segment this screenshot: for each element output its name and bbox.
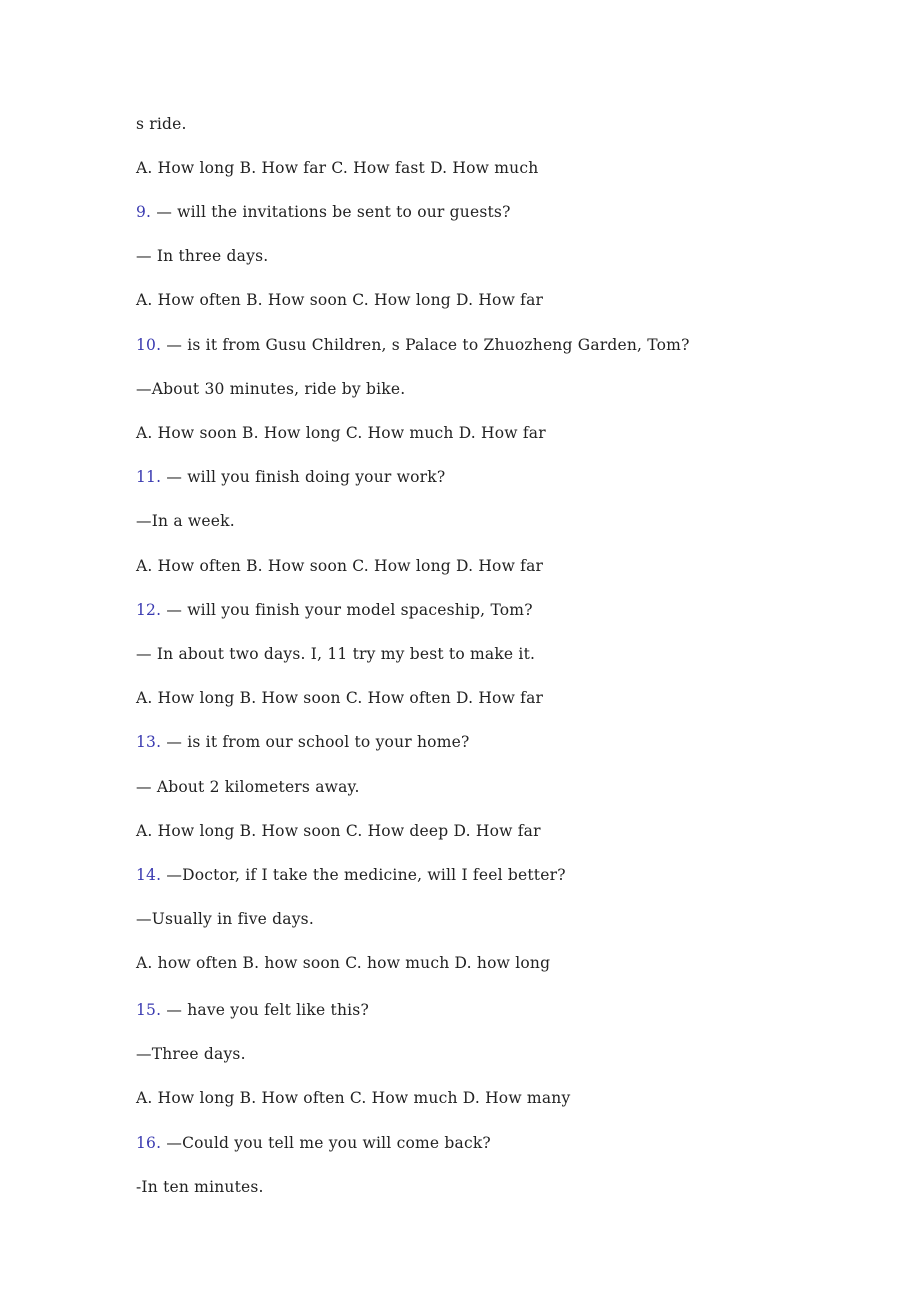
question-number: 13.	[136, 733, 162, 751]
line-text: —Could you tell me you will come back?	[161, 1134, 491, 1152]
question-number: 11.	[136, 468, 162, 486]
answer-options	[136, 290, 543, 310]
question-number: 14.	[136, 866, 162, 884]
question-line	[136, 865, 566, 885]
line-text: — In about two days. I, 11 try my best to make it.	[136, 645, 536, 663]
line-text: -In ten minutes.	[136, 1178, 264, 1196]
line-text: A. How long B. How soon C. How often D. How far	[136, 689, 544, 707]
line-text: —Usually in five days.	[136, 910, 314, 928]
line-text: — In three days.	[136, 247, 269, 265]
line-text: —In a week.	[136, 512, 235, 530]
question-number: 16.	[136, 1134, 162, 1152]
line-text: A. How long B. How far C. How fast D. How much	[136, 159, 539, 177]
line-text: A. How often B. How soon C. How long D. How far	[136, 291, 544, 309]
response-line	[136, 1177, 264, 1197]
line-text: — will you finish doing your work?	[161, 468, 446, 486]
line-text: — is it from Gusu Children, s Palace to Zhuozheng Garden, Tom?	[161, 336, 690, 354]
answer-options	[136, 423, 546, 443]
question-number: 12.	[136, 601, 162, 619]
text-line	[136, 114, 187, 134]
answer-options	[136, 953, 550, 973]
answer-options	[136, 821, 541, 841]
question-line	[136, 202, 511, 222]
question-line	[136, 1000, 369, 1020]
question-number: 15.	[136, 1001, 162, 1019]
line-text: A. How soon B. How long C. How much D. How far	[136, 424, 546, 442]
line-text: A. How long B. How often C. How much D. How many	[136, 1089, 571, 1107]
answer-options	[136, 158, 538, 178]
line-text: — About 2 kilometers away.	[136, 778, 360, 796]
line-text: A. how often B. how soon C. how much D. how long	[136, 954, 551, 972]
line-text: —Doctor, if I take the medicine, will I feel better?	[161, 866, 566, 884]
answer-options	[136, 1088, 570, 1108]
response-line	[136, 909, 314, 929]
question-number: 9.	[136, 203, 152, 221]
answer-options	[136, 688, 543, 708]
line-text: — will you finish your model spaceship, Tom?	[161, 601, 533, 619]
line-text: — is it from our school to your home?	[161, 733, 470, 751]
answer-options	[136, 556, 543, 576]
line-text: —About 30 minutes, ride by bike.	[136, 380, 406, 398]
question-line	[136, 600, 533, 620]
response-line	[136, 246, 268, 266]
response-line	[136, 644, 535, 664]
line-text: —Three days.	[136, 1045, 246, 1063]
response-line	[136, 379, 405, 399]
question-number: 10.	[136, 336, 162, 354]
line-text: — will the invitations be sent to our guests?	[151, 203, 511, 221]
line-text: A. How long B. How soon C. How deep D. How far	[136, 822, 541, 840]
question-line	[136, 467, 445, 487]
response-line	[136, 511, 235, 531]
question-line	[136, 335, 690, 355]
line-text: A. How often B. How soon C. How long D. How far	[136, 557, 544, 575]
question-line	[136, 1133, 491, 1153]
response-line	[136, 777, 360, 797]
response-line	[136, 1044, 246, 1064]
line-text: s ride.	[136, 115, 187, 133]
line-text: — have you felt like this?	[161, 1001, 369, 1019]
question-line	[136, 732, 469, 752]
